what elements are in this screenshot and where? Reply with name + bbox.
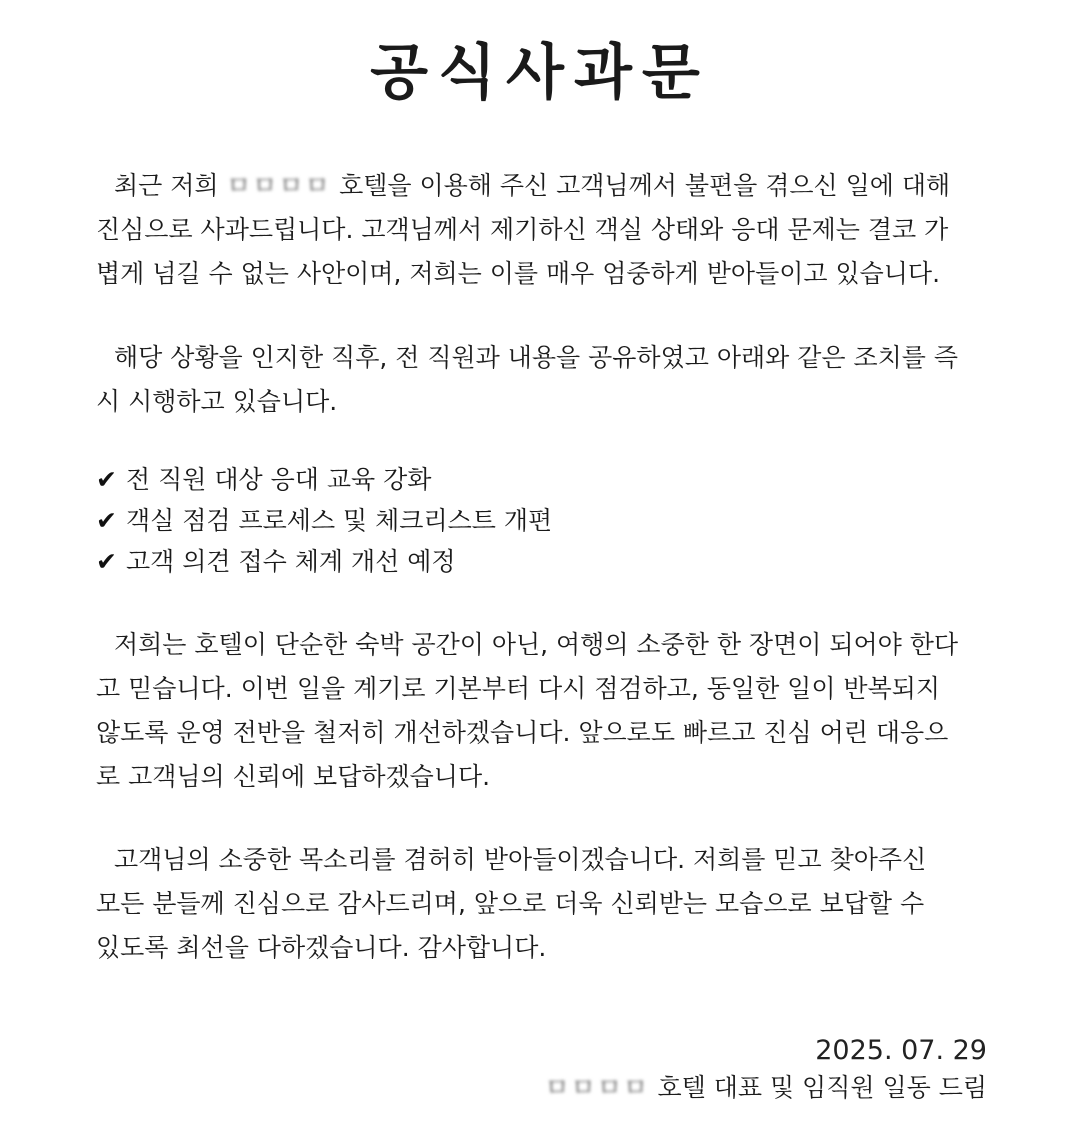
paragraph-1-line-2: 진심으로 사과드립니다. 고객님께서 제기하신 객실 상태와 응대 문제는 결코 가 xyxy=(96,215,949,244)
paragraph-4-line-3: 있도록 최선을 다하겠습니다. 감사합니다. xyxy=(96,933,547,962)
checklist-item-3-text: 고객 의견 접수 체계 개선 예정 xyxy=(126,547,456,576)
document-title: 공식사과문 xyxy=(370,38,710,108)
paragraph-1-line-1-end: 호텔을 이용해 주신 고객님께서 불편을 겪으신 일에 대해 xyxy=(339,171,951,200)
signature-text: 호텔 대표 및 임직원 일동 드림 xyxy=(657,1073,987,1102)
paragraph-3-line-2: 고 믿습니다. 이번 일을 계기로 기본부터 다시 점검하고, 동일한 일이 반복되지 xyxy=(96,674,941,703)
paragraph-3-line-4: 로 고객님의 신뢰에 보답하겠습니다. xyxy=(96,762,491,791)
document-date: 2025. 07. 29 xyxy=(815,1035,987,1066)
paragraph-2-line-2: 시 시행하고 있습니다. xyxy=(96,387,338,416)
checklist-item-1 xyxy=(96,458,431,502)
paragraph-3-line-1: 저희는 호텔이 단순한 숙박 공간이 아닌, 여행의 소중한 한 장면이 되어야 한다 xyxy=(114,630,959,659)
checklist-item-1-text: 전 직원 대상 응대 교육 강화 xyxy=(126,465,432,494)
paragraph-1-line-3: 볍게 넘길 수 없는 사안이며, 저희는 이를 매우 엄중하게 받아들이고 있습니다. xyxy=(96,259,941,288)
paragraph-1-line-1 xyxy=(96,164,950,208)
paragraph-3-line-3: 않도록 운영 전반을 철저히 개선하겠습니다. 앞으로도 빠르고 진심 어린 대응으 xyxy=(96,718,949,747)
redacted-hotel-name: ㅁㅁㅁㅁ xyxy=(226,171,332,200)
signature-line xyxy=(545,1066,987,1110)
checklist-item-3 xyxy=(96,540,456,584)
paragraph-2-line-1: 해당 상황을 인지한 직후, 전 직원과 내용을 공유하였고 아래와 같은 조치를 즉 xyxy=(114,343,959,372)
check-mark-icon: ✔ xyxy=(96,547,117,576)
redacted-hotel-name: ㅁㅁㅁㅁ xyxy=(544,1073,650,1102)
check-mark-icon: ✔ xyxy=(96,465,117,494)
checklist-item-2 xyxy=(96,499,552,543)
paragraph-1-line-1-start: 최근 저희 xyxy=(114,171,219,200)
paragraph-4-line-2: 모든 분들께 진심으로 감사드리며, 앞으로 더욱 신뢰받는 모습으로 보답할 수 xyxy=(96,889,925,918)
checklist-item-2-text: 객실 점검 프로세스 및 체크리스트 개편 xyxy=(126,506,553,535)
paragraph-4-line-1: 고객님의 소중한 목소리를 겸허히 받아들이겠습니다. 저희를 믿고 찾아주신 xyxy=(114,845,927,874)
check-mark-icon: ✔ xyxy=(96,506,117,535)
